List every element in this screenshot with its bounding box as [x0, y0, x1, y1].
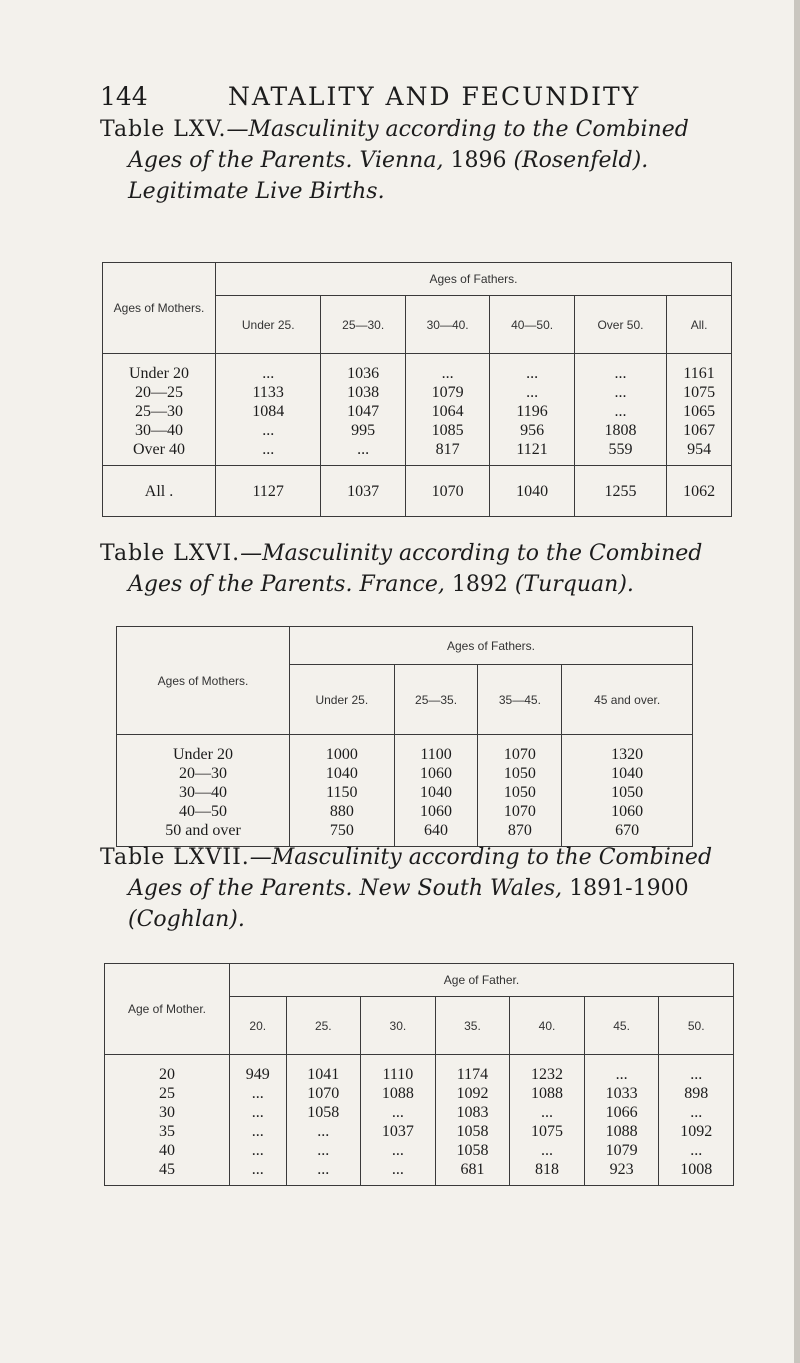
- table-cell: 1127: [216, 466, 321, 517]
- table-row: [103, 354, 732, 384]
- table-cell: 1088: [510, 1084, 585, 1103]
- row-header: Age of Mother.: [105, 964, 230, 1055]
- table-cell: ...: [230, 1122, 287, 1141]
- table-cell: ...: [230, 1141, 287, 1160]
- table-cell: ...: [490, 383, 574, 402]
- table-cell: 1150: [290, 783, 395, 802]
- table-cell: 1058: [435, 1122, 510, 1141]
- table-cell: ...: [286, 1141, 361, 1160]
- table-cell: 1161: [667, 354, 732, 384]
- table-cell: 1040: [562, 764, 693, 783]
- table-cell: 1033: [584, 1084, 659, 1103]
- table-cell: 1070: [405, 466, 489, 517]
- table-row: [105, 1160, 734, 1186]
- table-cell: Over 40: [103, 440, 216, 466]
- caption-subtitle: Legitimate Live Births.: [128, 179, 385, 204]
- caption-title: Ages of the Parents.: [128, 876, 353, 901]
- table-cell: 1088: [584, 1122, 659, 1141]
- table-row: [105, 1122, 734, 1141]
- table-cell: ...: [230, 1103, 287, 1122]
- table-cell: 30—40: [103, 421, 216, 440]
- table-cell: 20: [105, 1055, 230, 1085]
- table-cell: 1079: [405, 383, 489, 402]
- table-cell: 1255: [574, 466, 666, 517]
- table-row: [105, 1084, 734, 1103]
- table-cell: 1110: [361, 1055, 436, 1085]
- caption-year: 1891-1900: [569, 876, 689, 901]
- table-cell: ...: [584, 1055, 659, 1085]
- table-cell: 20—30: [117, 764, 290, 783]
- table-cell: 923: [584, 1160, 659, 1186]
- table-cell: ...: [216, 440, 321, 466]
- table-cell: 1040: [290, 764, 395, 783]
- column-header: 50.: [659, 997, 734, 1055]
- table-65: [102, 262, 732, 517]
- table-cell: 1075: [510, 1122, 585, 1141]
- table-cell: ...: [321, 440, 405, 466]
- table-cell: 880: [290, 802, 395, 821]
- table-cell: 1121: [490, 440, 574, 466]
- table-row: [103, 440, 732, 466]
- table-cell: ...: [361, 1103, 436, 1122]
- table-cell: 1066: [584, 1103, 659, 1122]
- column-header: 45 and over.: [562, 665, 693, 735]
- table-cell: ...: [216, 421, 321, 440]
- caption-source: (Coghlan).: [128, 907, 245, 932]
- table-cell: ...: [490, 354, 574, 384]
- table-cell: 750: [290, 821, 395, 847]
- table-row: [105, 1141, 734, 1160]
- table-cell: 1088: [361, 1084, 436, 1103]
- table-cell: 1060: [394, 764, 478, 783]
- table-cell: 995: [321, 421, 405, 440]
- caption-place: New South Wales,: [359, 876, 563, 901]
- table-cell: 817: [405, 440, 489, 466]
- table-66: [116, 626, 693, 847]
- table-cell: 1060: [562, 802, 693, 821]
- table-cell: All .: [103, 466, 216, 517]
- column-header: 25.: [286, 997, 361, 1055]
- row-header: Ages of Mothers.: [103, 263, 216, 354]
- table-cell: 1100: [394, 735, 478, 765]
- column-header: 30—40.: [405, 296, 489, 354]
- table-cell: 1050: [562, 783, 693, 802]
- table-cell: 954: [667, 440, 732, 466]
- table-cell: 1008: [659, 1160, 734, 1186]
- group-header: Ages of Fathers.: [290, 627, 693, 665]
- table-cell: 1196: [490, 402, 574, 421]
- table-cell: Under 20: [117, 735, 290, 765]
- table-row: [117, 802, 693, 821]
- table-footer-row: [103, 466, 732, 517]
- table-cell: 818: [510, 1160, 585, 1186]
- table-cell: 949: [230, 1055, 287, 1085]
- table-cell: 1092: [659, 1122, 734, 1141]
- table-cell: 1064: [405, 402, 489, 421]
- table-cell: 1079: [584, 1141, 659, 1160]
- table-cell: 1037: [361, 1122, 436, 1141]
- table-cell: ...: [659, 1141, 734, 1160]
- column-header: Under 25.: [290, 665, 395, 735]
- row-header: Ages of Mothers.: [117, 627, 290, 735]
- table-cell: 1083: [435, 1103, 510, 1122]
- table-cell: ...: [286, 1122, 361, 1141]
- caption-source: (Turquan).: [514, 572, 634, 597]
- table-cell: 45: [105, 1160, 230, 1186]
- column-header: 45.: [584, 997, 659, 1055]
- table-cell: 1085: [405, 421, 489, 440]
- table-label: Table LXVII.: [100, 845, 250, 870]
- column-header: 30.: [361, 997, 436, 1055]
- table-67-caption: [100, 842, 740, 935]
- table-cell: 1067: [667, 421, 732, 440]
- table-cell: 1047: [321, 402, 405, 421]
- table-row: [105, 1103, 734, 1122]
- column-header: All.: [667, 296, 732, 354]
- caption-place: France,: [359, 572, 445, 597]
- column-header: Under 25.: [216, 296, 321, 354]
- table-cell: 1036: [321, 354, 405, 384]
- table-65-caption: [100, 114, 740, 207]
- page-number: 144: [100, 82, 148, 111]
- table-cell: 20—25: [103, 383, 216, 402]
- caption-title: —Masculinity according to the Combined: [249, 845, 713, 870]
- table-cell: 898: [659, 1084, 734, 1103]
- table-cell: 35: [105, 1122, 230, 1141]
- table-cell: 1070: [478, 735, 562, 765]
- table-cell: 1232: [510, 1055, 585, 1085]
- table-cell: 670: [562, 821, 693, 847]
- table-cell: 40—50: [117, 802, 290, 821]
- table-cell: 50 and over: [117, 821, 290, 847]
- table-cell: ...: [361, 1160, 436, 1186]
- caption-place: Vienna,: [359, 148, 444, 173]
- table-cell: ...: [574, 354, 666, 384]
- column-header: 25—30.: [321, 296, 405, 354]
- table-cell: 30: [105, 1103, 230, 1122]
- caption-source: (Rosenfeld).: [513, 148, 649, 173]
- table-cell: 1320: [562, 735, 693, 765]
- table-cell: 1050: [478, 783, 562, 802]
- table-cell: 1050: [478, 764, 562, 783]
- table-cell: ...: [361, 1141, 436, 1160]
- column-header: 40.: [510, 997, 585, 1055]
- table-cell: 640: [394, 821, 478, 847]
- column-header: Over 50.: [574, 296, 666, 354]
- column-header: 25—35.: [394, 665, 478, 735]
- table-cell: ...: [510, 1103, 585, 1122]
- table-cell: ...: [405, 354, 489, 384]
- table-cell: ...: [659, 1103, 734, 1122]
- table-row: [105, 1055, 734, 1085]
- caption-title: Ages of the Parents.: [128, 572, 353, 597]
- table-cell: 870: [478, 821, 562, 847]
- table-cell: 1092: [435, 1084, 510, 1103]
- table-row: [117, 764, 693, 783]
- table-cell: 30—40: [117, 783, 290, 802]
- table-cell: ...: [216, 354, 321, 384]
- table-cell: 1040: [394, 783, 478, 802]
- table-row: [117, 735, 693, 765]
- table-66-caption: [100, 538, 740, 600]
- column-header: 35—45.: [478, 665, 562, 735]
- table-cell: 1058: [435, 1141, 510, 1160]
- running-title: NATALITY AND FECUNDITY: [228, 82, 641, 111]
- table-cell: ...: [230, 1084, 287, 1103]
- table-cell: 1075: [667, 383, 732, 402]
- table-cell: 1040: [490, 466, 574, 517]
- table-label: Table LXV.: [100, 117, 227, 142]
- table-cell: 1084: [216, 402, 321, 421]
- table-cell: 1065: [667, 402, 732, 421]
- table-cell: 1041: [286, 1055, 361, 1085]
- caption-title: —Masculinity according to the Combined: [226, 117, 689, 142]
- table-label: Table LXVI.: [100, 541, 241, 566]
- table-cell: ...: [574, 402, 666, 421]
- table-67: [104, 963, 734, 1186]
- table-cell: 1060: [394, 802, 478, 821]
- table-cell: 1058: [286, 1103, 361, 1122]
- table-row: [103, 383, 732, 402]
- group-header: Age of Father.: [230, 964, 734, 997]
- column-header: 40—50.: [490, 296, 574, 354]
- table-cell: 1062: [667, 466, 732, 517]
- table-cell: 1038: [321, 383, 405, 402]
- table-cell: 40: [105, 1141, 230, 1160]
- table-cell: 25: [105, 1084, 230, 1103]
- group-header: Ages of Fathers.: [216, 263, 732, 296]
- table-cell: 681: [435, 1160, 510, 1186]
- table-cell: 25—30: [103, 402, 216, 421]
- table-row: [103, 402, 732, 421]
- table-cell: ...: [286, 1160, 361, 1186]
- caption-year: 1896: [450, 148, 507, 173]
- table-cell: ...: [574, 383, 666, 402]
- column-header: 35.: [435, 997, 510, 1055]
- column-header: 20.: [230, 997, 287, 1055]
- caption-title: Ages of the Parents.: [128, 148, 353, 173]
- table-cell: 1037: [321, 466, 405, 517]
- caption-year: 1892: [451, 572, 508, 597]
- table-cell: 1000: [290, 735, 395, 765]
- table-row: [117, 783, 693, 802]
- table-cell: 559: [574, 440, 666, 466]
- table-cell: 1133: [216, 383, 321, 402]
- table-cell: 1070: [478, 802, 562, 821]
- table-row: [103, 421, 732, 440]
- page-edge: [794, 0, 800, 1363]
- table-cell: 1808: [574, 421, 666, 440]
- table-cell: 1174: [435, 1055, 510, 1085]
- table-cell: 956: [490, 421, 574, 440]
- table-cell: ...: [510, 1141, 585, 1160]
- table-cell: ...: [230, 1160, 287, 1186]
- table-cell: 1070: [286, 1084, 361, 1103]
- caption-title: —Masculinity according to the Combined: [240, 541, 703, 566]
- table-cell: ...: [659, 1055, 734, 1085]
- table-cell: Under 20: [103, 354, 216, 384]
